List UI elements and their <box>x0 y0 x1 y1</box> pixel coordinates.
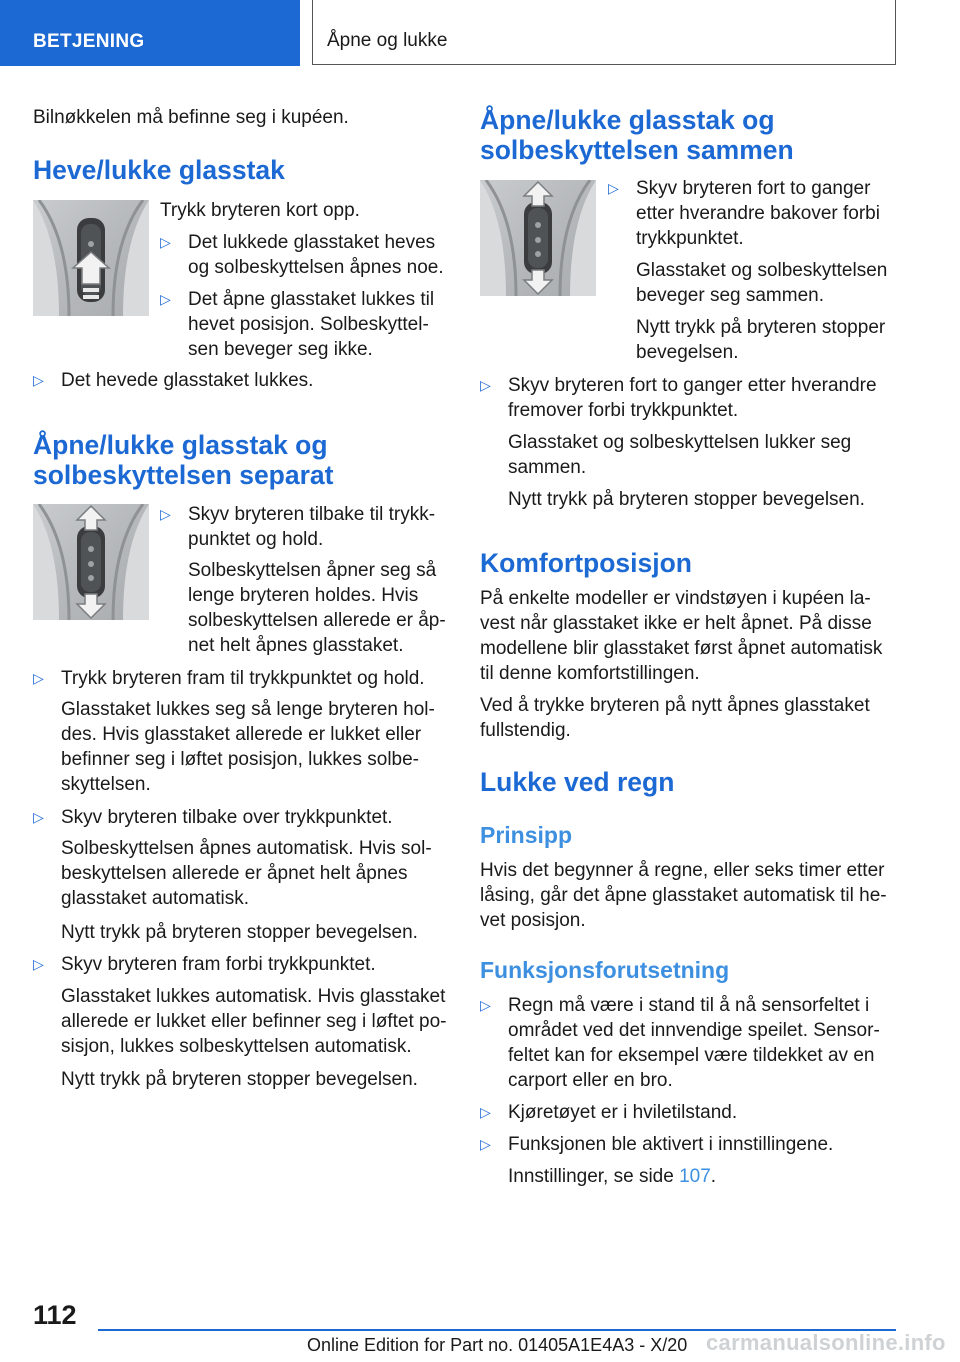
func-b1-l3: feltet kan for eksempel være tildekket av en <box>508 1045 875 1066</box>
heading-together-l2: solbeskyttelsen sammen <box>480 135 794 165</box>
comfort-p1-l2: vest når glasstaket ikke er helt åpnet. På disse <box>480 613 872 634</box>
sep-b4: Skyv bryteren fram forbi trykkpunktet. <box>61 954 376 975</box>
func-b3-reference <box>508 1164 716 1190</box>
switch-raise-icon <box>33 200 149 316</box>
principle-l3: vet posisjon. <box>480 910 586 931</box>
bullet-icon: ▷ <box>480 1104 491 1120</box>
tog-b1-p-l2: beveger seg sammen. <box>636 285 824 306</box>
tog-b2-p2: Nytt trykk på bryteren stopper bevegelsen. <box>508 489 865 510</box>
func-b2: Kjøretøyet er i hviletilstand. <box>508 1102 738 1123</box>
heading-rain: Lukke ved regn <box>480 767 675 797</box>
sep-b4-p-l3: sisjon, lukkes solbeskyttelsen automatisk. <box>61 1036 412 1057</box>
switch-together-icon <box>480 180 596 296</box>
reference-prefix: Innstillinger, se side <box>508 1166 680 1187</box>
switch-separate-icon <box>33 504 149 620</box>
bullet-icon: ▷ <box>160 506 171 522</box>
func-b1-l1: Regn må være i stand til å nå sensorfeltet i <box>508 995 870 1016</box>
sep-b2-p-l3: befinner seg i løftet posisjon, lukkes solbe- <box>61 749 420 770</box>
switch-together-drawing <box>480 180 596 296</box>
sep-b1-l2: punktet og hold. <box>188 529 324 550</box>
func-b1-l4: carport eller en bro. <box>508 1070 673 1091</box>
bullet-icon: ▷ <box>608 180 619 196</box>
tog-b2-p-l1: Glasstaket og solbeskyttelsen lukker seg <box>508 432 852 453</box>
bullet-icon: ▷ <box>33 670 44 686</box>
tog-b2-l2: fremover forbi trykkpunktet. <box>508 400 739 421</box>
tog-b1-l1: Skyv bryteren fort to ganger <box>636 178 871 199</box>
section-label: BETJENING <box>33 31 145 52</box>
bullet-icon: ▷ <box>33 956 44 972</box>
intro-text: Bilnøkkelen må befinne seg i kupéen. <box>33 107 349 128</box>
tog-b1-p2-l2: bevegelsen. <box>636 342 739 363</box>
edition-note: Online Edition for Part no. 01405A1E4A3 - X/20 <box>307 1335 688 1355</box>
bullet-icon: ▷ <box>480 997 491 1013</box>
heading-comfort: Komfortposisjon <box>480 548 692 578</box>
subheading-principle: Prinsipp <box>480 822 573 848</box>
reference-suffix: . <box>710 1166 717 1187</box>
comfort-p1-l1: På enkelte modeller er vindstøyen i kupéen la- <box>480 588 871 609</box>
comfort-p1-l4: til denne komfortstillingen. <box>480 663 700 684</box>
tog-b2-p-l2: sammen. <box>508 457 587 478</box>
switch-separate-drawing <box>33 504 149 620</box>
bullet-icon: ▷ <box>160 234 171 250</box>
sep-b3-p-l3: glasstaket automatisk. <box>61 888 249 909</box>
raise-b2-l3: sen beveger seg ikke. <box>188 339 373 360</box>
sep-b2: Trykk bryteren fram til trykkpunktet og hold. <box>61 668 425 689</box>
comfort-p2-l1: Ved å trykke bryteren på nytt åpnes glasstaket <box>480 695 870 716</box>
watermark: carmanualsonline.info <box>706 1330 946 1355</box>
switch-raise-drawing <box>33 200 149 316</box>
principle-l2: låsing, går det åpne glasstaket automatisk til he- <box>480 885 887 906</box>
raise-b2-l1: Det åpne glasstaket lukkes til <box>188 289 435 310</box>
sep-b3-p2: Nytt trykk på bryteren stopper bevegelsen. <box>61 922 418 943</box>
sep-b2-p-l1: Glasstaket lukkes seg så lenge bryteren hol- <box>61 699 435 720</box>
sep-b3-p-l1: Solbeskyttelsen åpnes automatisk. Hvis sol- <box>61 838 432 859</box>
chapter-header <box>312 0 896 65</box>
raise-b2-l2: hevet posisjon. Solbeskyttel- <box>188 314 429 335</box>
sep-b1-p-l3: solbeskyttelsen allerede er åp- <box>188 610 446 631</box>
principle-l1: Hvis det begynner å regne, eller seks timer etter <box>480 860 885 881</box>
tog-b1-p2-l1: Nytt trykk på bryteren stopper <box>636 317 886 338</box>
heading-separate-l2: solbeskyttelsen separat <box>33 460 334 490</box>
comfort-p2-l2: fullstendig. <box>480 720 571 741</box>
tog-b1-l2: etter hverandre bakover forbi <box>636 203 880 224</box>
comfort-p1-l3: modellene blir glasstaket først åpnet automatisk <box>480 638 883 659</box>
sep-b2-p-l4: skyttelsen. <box>61 774 151 795</box>
heading-raise: Heve/lukke glasstak <box>33 155 285 185</box>
heading-together-l1: Åpne/lukke glasstak og <box>480 105 775 135</box>
sep-b4-p2: Nytt trykk på bryteren stopper bevegelsen. <box>61 1069 418 1090</box>
subheading-function: Funksjonsforutsetning <box>480 957 730 983</box>
chapter-title: Åpne og lukke <box>327 30 448 51</box>
heading-separate-l1: Åpne/lukke glasstak og <box>33 430 328 460</box>
sep-b3: Skyv bryteren tilbake over trykkpunktet. <box>61 807 393 828</box>
bullet-icon: ▷ <box>480 377 491 393</box>
tog-b2-l1: Skyv bryteren fort to ganger etter hverandre <box>508 375 877 396</box>
raise-b1-l2: og solbeskyttelsen åpnes noe. <box>188 257 444 278</box>
func-b1-l2: området ved det innvendige speilet. Sensor- <box>508 1020 880 1041</box>
tog-b1-l3: trykkpunktet. <box>636 228 744 249</box>
sep-b1-p-l2: lenge bryteren holdes. Hvis <box>188 585 419 606</box>
sep-b1-l1: Skyv bryteren tilbake til trykk- <box>188 504 436 525</box>
sep-b1-p-l1: Solbeskyttelsen åpner seg så <box>188 560 437 581</box>
tog-b1-p-l1: Glasstaket og solbeskyttelsen <box>636 260 888 281</box>
func-b3: Funksjonen ble aktivert i innstillingene. <box>508 1134 834 1155</box>
raise-text: Trykk bryteren kort opp. <box>160 200 360 221</box>
bullet-icon: ▷ <box>33 809 44 825</box>
sep-b1-p-l4: net helt åpnes glasstaket. <box>188 635 404 656</box>
bullet-icon: ▷ <box>160 291 171 307</box>
raise-b1-l1: Det lukkede glasstaket heves <box>188 232 436 253</box>
bullet-icon: ▷ <box>480 1136 491 1152</box>
page-link[interactable]: 107 <box>679 1166 711 1187</box>
page-number: 112 <box>33 1300 77 1330</box>
sep-b4-p-l1: Glasstaket lukkes automatisk. Hvis glasstaket <box>61 986 446 1007</box>
raise-b3: Det hevede glasstaket lukkes. <box>61 370 314 391</box>
sep-b2-p-l2: des. Hvis glasstaket allerede er lukket eller <box>61 724 422 745</box>
sep-b3-p-l2: beskyttelsen allerede er åpnet helt åpnes <box>61 863 408 884</box>
sep-b4-p-l2: allerede er lukket eller befinner seg i løftet po- <box>61 1011 447 1032</box>
bullet-icon: ▷ <box>33 372 44 388</box>
section-tab[interactable] <box>0 0 300 66</box>
